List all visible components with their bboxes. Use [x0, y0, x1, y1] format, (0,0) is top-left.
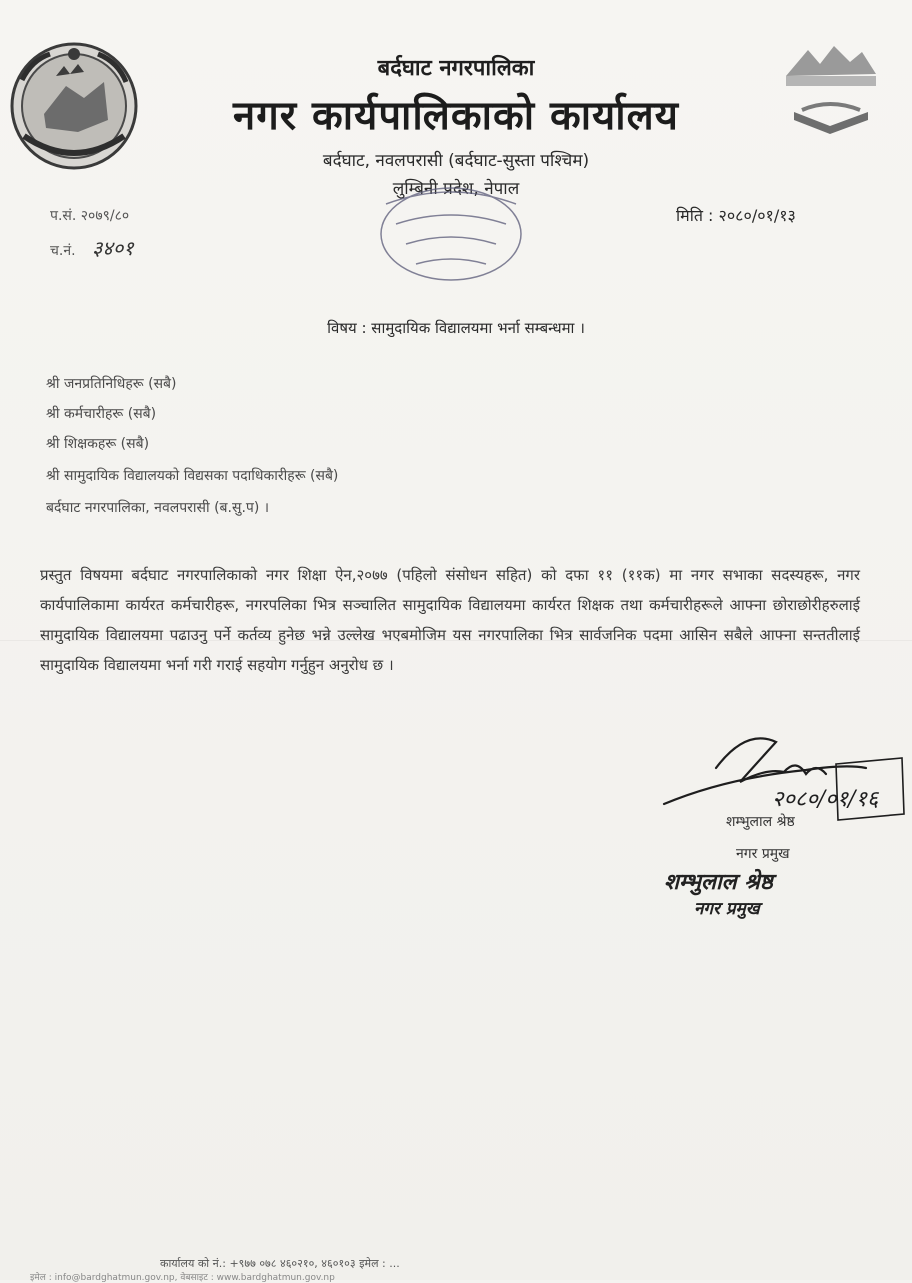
footer-contact-line2: इमेल : info@bardghatmun.gov.np, वेबसाइट : www.bardghatmun.gov.np [30, 1273, 335, 1283]
addressee-line: बर्दघाट नगरपालिका, नवलपरासी (ब.सु.प) । [46, 500, 270, 516]
office-name: बर्दघाट नगरपालिका [377, 56, 535, 81]
addressee-line: श्री जनप्रतिनिधिहरू (सबै) [46, 376, 177, 392]
footer-contact: कार्यालय को नं.: +९७७ ०७८ ४६०२१०, ४६०१०३ इमेल : ... [160, 1257, 400, 1270]
stamp-signer-name: शम्भुलाल श्रेष्ठ [664, 870, 773, 895]
signature-date: २०८०/०१/१६ [772, 787, 879, 812]
council-name: नगर कार्यपालिकाको कार्यालय [233, 93, 679, 139]
office-seal-stamp-icon [376, 184, 526, 284]
dispatch-number [50, 234, 134, 261]
reference-number: प.सं. २०७९/८० [50, 208, 130, 224]
signer-title: नगर प्रमुख [736, 846, 790, 862]
office-address: बर्दघाट, नवलपरासी (बर्दघाट-सुस्ता पश्चिम) [322, 151, 590, 171]
addressee-line: श्री सामुदायिक विद्यालयको विद्यसका पदाधिकारीहरू (सबै) [46, 468, 339, 484]
signer-name: शम्भुलाल श्रेष्ठ [726, 814, 795, 830]
dispatch-value: ३४०१ [92, 236, 134, 260]
dispatch-label: च.नं. [50, 243, 76, 259]
addressee-line: श्री कर्मचारीहरू (सबै) [46, 406, 157, 422]
addressee-line: श्री शिक्षकहरू (सबै) [46, 436, 150, 452]
letter-date: मिति : २०८०/०१/१३ [676, 206, 796, 225]
office-province: लुम्बिनी प्रदेश, नेपाल [392, 179, 520, 199]
letter-subject: विषय : सामुदायिक विद्यालयमा भर्ना सम्बन्धमा । [327, 319, 585, 337]
letter-body: प्रस्तुत विषयमा बर्दघाट नगरपालिकाको नगर शिक्षा ऐन,२०७७ (पहिलो संसोधन सहित) को दफा ११ (११क) मा नगर सभाका सदस्यहरू, नगर कार्यपालिकामा कार्यरत कर्मचारीहरू, नगरपलिका भित्र सञ्चालित सामुदायिक विद्यालयमा कार्यरत शिक्षक तथा कर्मचारीहरूले आफ्ना छोराछोरीहरुलाई सामुदायिक विद्यालयमा पढाउनु पर्ने कर्तव्य हुनेछ भन्ने उल्लेख भएबमोजिम यस नगरपालिका भित्र सार्वजनिक पदमा आसिन सबैले आफ्ना सन्ततीलाई सामुदायिक विद्यालयमा भर्ना गरी गराई सहयोग गर्नुहुन अनुरोध छ । [40, 566, 860, 674]
stamp-signer-title: नगर प्रमुख [694, 899, 760, 919]
